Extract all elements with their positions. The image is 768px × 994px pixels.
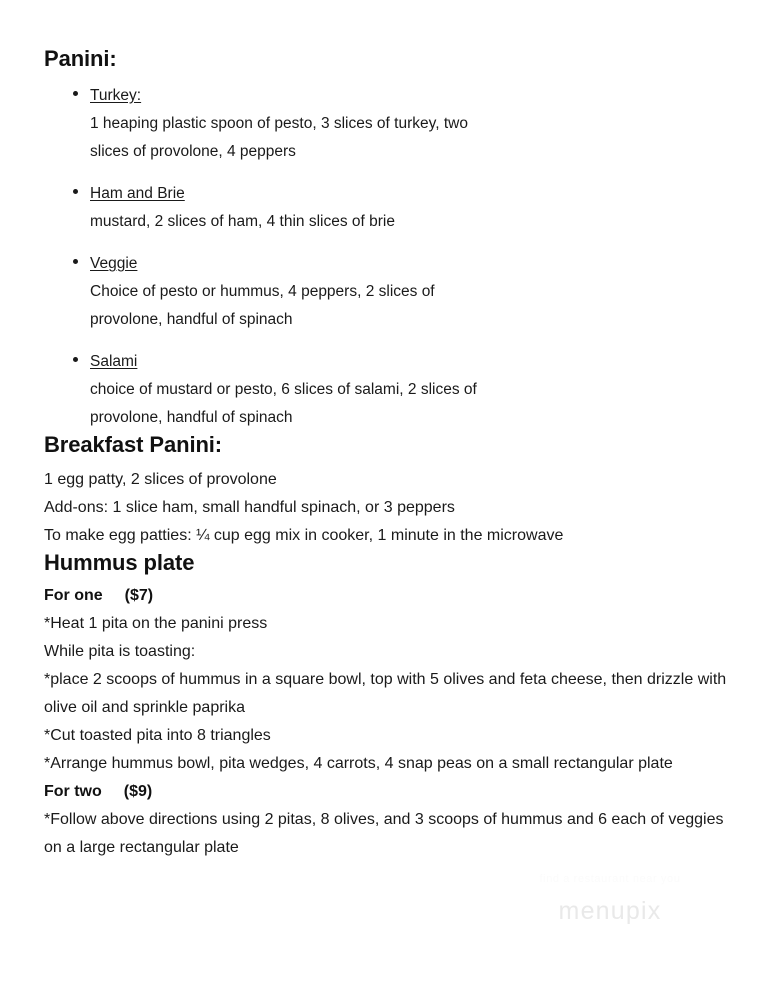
- panini-heading: Panini:: [44, 46, 117, 71]
- breakfast-panini-body: [44, 466, 744, 550]
- panini-item-title: Turkey:: [90, 86, 142, 104]
- for-two-label: For two: [44, 782, 102, 800]
- bullet-icon: [73, 357, 78, 362]
- panini-item-title: Salami: [90, 352, 138, 370]
- panini-item-description: mustard, 2 slices of ham, 4 thin slices of brie: [90, 212, 395, 230]
- breakfast-panini-heading: Breakfast Panini:: [44, 431, 223, 457]
- hummus-for-one-block: [44, 582, 744, 778]
- bullet-icon: [73, 259, 78, 264]
- panini-item-title: Veggie: [90, 254, 138, 272]
- for-one-label: For one: [44, 586, 103, 604]
- breakfast-line: Add-ons: 1 slice ham, small handful spinach, or 3 peppers: [44, 498, 455, 516]
- document-content: [44, 46, 744, 862]
- hummus-for-one-line: *Arrange hummus bowl, pita wedges, 4 carrots, 4 snap peas on a small rectangular plate: [44, 754, 673, 772]
- for-one-price-row: [44, 582, 744, 610]
- hummus-for-one-line: *place 2 scoops of hummus in a square bowl, top with 5 olives and feta cheese, then drizzle with olive oil and sprinkle paprika: [44, 670, 727, 716]
- watermark: [510, 872, 710, 926]
- hummus-for-two-line: *Follow above directions using 2 pitas, 8 olives, and 3 scoops of hummus and 6 each of veggies on a large rectangular plate: [44, 810, 724, 856]
- list-item: [44, 82, 744, 166]
- hummus-for-two-block: [44, 778, 744, 862]
- watermark-tagline: find a restaurant near you: [539, 873, 681, 885]
- breakfast-line: To make egg patties: ¼ cup egg mix in cooker, 1 minute in the microwave: [44, 526, 564, 544]
- bullet-icon: [73, 91, 78, 96]
- panini-item-description: 1 heaping plastic spoon of pesto, 3 slices of turkey, two slices of provolone, 4 peppers: [90, 114, 468, 160]
- for-two-price-row: [44, 778, 744, 806]
- list-item: [44, 250, 744, 334]
- panini-item-description: choice of mustard or pesto, 6 slices of salami, 2 slices of provolone, handful of spinach: [90, 380, 477, 426]
- panini-item-list: [44, 82, 744, 432]
- breakfast-line: 1 egg patty, 2 slices of provolone: [44, 470, 277, 488]
- hummus-for-one-line: While pita is toasting:: [44, 642, 196, 660]
- hummus-for-one-line: *Heat 1 pita on the panini press: [44, 614, 268, 632]
- panini-item-description: Choice of pesto or hummus, 4 peppers, 2 slices of provolone, handful of spinach: [90, 282, 435, 328]
- for-two-price: ($9): [123, 782, 153, 800]
- list-item: [44, 180, 744, 236]
- watermark-brand: menupix: [558, 897, 662, 925]
- list-item: [44, 348, 744, 432]
- hummus-plate-heading: Hummus plate: [44, 549, 195, 575]
- panini-item-title: Ham and Brie: [90, 184, 185, 202]
- for-one-price: ($7): [124, 586, 154, 604]
- bullet-icon: [73, 189, 78, 194]
- hummus-for-one-line: *Cut toasted pita into 8 triangles: [44, 726, 271, 744]
